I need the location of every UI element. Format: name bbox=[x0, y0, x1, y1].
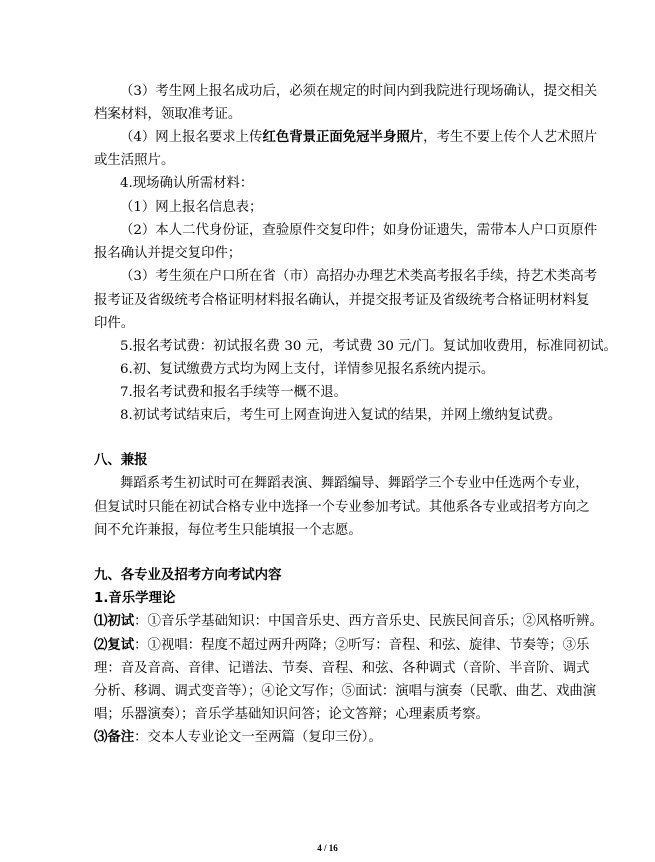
text-line: 6.初、复试缴费方式均为网上支付，详情参见报名系统内提示。 bbox=[120, 362, 495, 377]
section-heading-8: 八、兼报 bbox=[94, 453, 148, 468]
text-span: ：①音乐学基础知识：中国音乐史、西方音乐史、民族民间音乐；②风格听辨。 bbox=[134, 614, 603, 629]
text-line: 分析、移调、调式变音等）；④论文写作；⑤面试：演唱与演奏（民歌、曲艺、戏曲演 bbox=[94, 684, 597, 699]
subsection-heading: 1.音乐学理论 bbox=[94, 591, 176, 606]
text-span: ：交本人专业论文一至两篇（复印三份）。 bbox=[134, 730, 382, 745]
text-line: 报名确认并提交复印件； bbox=[94, 246, 242, 261]
text-line: 档案材料，领取准考证。 bbox=[94, 107, 242, 122]
text-line: （3）考生网上报名成功后，必须在规定的时间内到我院进行现场确认，提交相关 bbox=[120, 84, 598, 99]
text-line bbox=[94, 610, 603, 634]
text-line: 8.初试考试结束后，考生可上网查询进入复试的结果，并网上缴纳复试费。 bbox=[120, 408, 562, 423]
text-line: 间不允许兼报，每位考生只能填报一个志愿。 bbox=[94, 523, 362, 538]
text-line: （1）网上报名信息表； bbox=[120, 200, 263, 215]
page-number: 4 / 16 bbox=[317, 843, 338, 853]
item-label: ⑶备注 bbox=[94, 730, 135, 745]
text-line: 或生活照片。 bbox=[94, 153, 175, 168]
text-span: （4）网上报名要求上传 bbox=[120, 130, 263, 145]
text-line: 但复试时只能在初试合格专业中选择一个专业参加考试。其他系各专业或招考方向之 bbox=[94, 500, 590, 515]
text-line bbox=[120, 126, 598, 150]
item-label: ⑵复试 bbox=[94, 638, 135, 653]
text-line: 印件。 bbox=[94, 316, 135, 331]
photo-requirement-emphasis: 红色背景正面免冠半身照片 bbox=[262, 129, 424, 145]
section-heading-9: 九、各专业及招考方向考试内容 bbox=[94, 568, 282, 583]
text-line bbox=[94, 726, 572, 750]
text-span: ，考生不要上传个人艺术照片 bbox=[423, 130, 598, 145]
text-line bbox=[94, 634, 590, 658]
text-line: （2）本人二代身份证，查验原件交复印件；如身份证遗失，需带本人户口页原件 bbox=[120, 223, 598, 238]
text-line: 5.报名考试费：初试报名费 30 元，考试费 30 元/门。复试加收费用，标准同初试。 bbox=[120, 339, 617, 354]
text-span: ：①视唱：程度不超过两升两降；②听写：音程、和弦、旋律、节奏等；③乐 bbox=[134, 638, 590, 653]
section-4-title: 4.现场确认所需材料： bbox=[120, 176, 254, 191]
text-line: 报考证及省级统考合格证明材料报名确认，并提交报考证及省级统考合格证明材料复 bbox=[94, 293, 590, 308]
text-line: 7.报名考试费和报名手续等一概不退。 bbox=[120, 385, 348, 400]
text-line: 舞蹈系考生初试时可在舞蹈表演、舞蹈编导、舞蹈学三个专业中任选两个专业， bbox=[120, 476, 589, 491]
text-line: 理：音及音高、音律、记谱法、节奏、音程、和弦、各种调式（音阶、半音阶、调式 bbox=[94, 661, 590, 676]
item-label: ⑴初试 bbox=[94, 614, 135, 629]
text-line: 唱；乐器演奏）；音乐学基础知识问答；论文答辩；心理素质考察。 bbox=[94, 707, 490, 722]
text-line: （3）考生须在户口所在省（市）高招办办理艺术类高考报名手续，持艺术类高考 bbox=[120, 269, 598, 284]
